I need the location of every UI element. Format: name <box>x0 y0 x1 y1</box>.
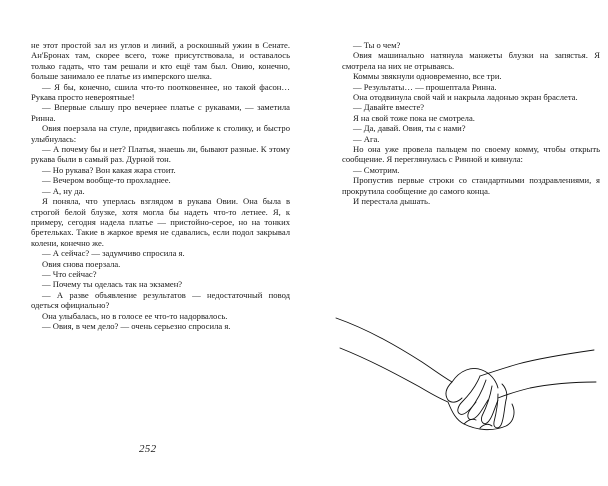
paragraph: — Но рукава? Вон какая жара стоит. <box>42 164 176 175</box>
paragraph: Овия машинально натянула манжеты блузки на запястья. Я смотрела на них не отрываясь. <box>342 50 600 71</box>
paragraph: — Смотрим. <box>353 164 400 175</box>
paragraph: Она улыбалась, но в голосе ее что-то надорвалось. <box>42 310 228 321</box>
left-arm-lower-edge <box>340 348 448 402</box>
paragraph: Коммы звякнули одновременно, все три. <box>353 71 502 82</box>
left-arm-upper-edge <box>336 318 452 382</box>
paragraph: не этот простой зал из углов и линий, а роскошный ужин в Сенате. Ан'Бронах там, скорее всего, тоже присутствовала, и оставалось только гадать, что там решали и кто ещё там был. Овию, конечно, больше занимало ее платье из имперского шелка. <box>31 40 290 82</box>
finger-4 <box>494 394 506 428</box>
paragraph: — Я бы, конечно, сшила что-то поотковеннее, но такой фасон… Рукава просто невероятные! <box>31 81 290 103</box>
paragraph: — А, ну да. <box>42 185 85 196</box>
paragraph: Овия снова поерзала. <box>42 258 121 269</box>
right-arm-lower-edge <box>498 382 596 398</box>
paragraph: Я поняла, что уперлась взглядом в рукава Овии. Она была в строгой белой блузке, хотя могла бы надеть что-то летнее. Я, к примеру, сегодня надела платье — пристойно-серое, но на тонких бретельках. Такие в жаркое время не сдавались, если подол закрывал колени, конечно же. <box>31 196 290 248</box>
holding-hands-illustration <box>330 290 600 450</box>
right-arm-upper-edge <box>480 350 594 376</box>
finger-2 <box>468 380 488 419</box>
paragraph: Овия поерзала на стуле, придвигаясь поближе к столику, и быстро улыбнулась: <box>31 123 290 144</box>
thumb <box>446 382 462 402</box>
paragraph: Она отодвинула свой чай и накрыла ладонью экран браслета. <box>353 92 578 103</box>
paragraph: — А почему бы и нет? Платья, знаешь ли, бывают разные. К этому рукава были в самый раз. Дурной тон. <box>31 144 290 165</box>
paragraph: — Да, давай. Овия, ты с нами? <box>353 123 466 134</box>
knuckle-line-2 <box>480 424 492 428</box>
paragraph: — Почему ты оделась так на экзамен? <box>42 279 183 290</box>
wrist-line <box>502 384 507 400</box>
finger-3 <box>481 386 498 424</box>
paragraph: Пропустив первые строки со стандартными поздравлениями, я прокрутила сообщение до самого конца. <box>342 175 600 196</box>
paragraph: — Впервые слышу про вечернее платье с рукавами, — заметила Ринна. <box>31 102 290 123</box>
paragraph: Я на свой тоже пока не смотрела. <box>353 112 475 123</box>
paragraph: — Овия, в чем дело? — очень серьезно спросила я. <box>42 320 231 331</box>
paragraph: — Что сейчас? <box>42 268 97 279</box>
paragraph: Но она уже провела пальцем по своему комму, чтобы открыть сообщение. Я переглянулась с Ринной и кивнула: <box>342 144 600 165</box>
paragraph: — А разве объявление результатов — недостаточный повод одеться официально? <box>31 289 290 311</box>
left-page-text <box>31 40 290 331</box>
paragraph: — Ага. <box>353 133 380 144</box>
page-number: 252 <box>139 443 157 455</box>
paragraph: — А сейчас? — задумчиво спросила я. <box>42 248 185 259</box>
right-page-text <box>342 40 600 207</box>
paragraph: И перестала дышать. <box>353 196 431 207</box>
paragraph: — Результаты… — прошептала Ринна. <box>353 81 497 92</box>
paragraph: — Вечером вообще-то прохладнее. <box>42 175 171 186</box>
finger-1 <box>458 376 480 414</box>
knuckle-line <box>464 419 476 424</box>
paragraph: — Давайте вместе? <box>353 102 425 113</box>
bottom-hand-palm <box>448 402 514 430</box>
paragraph: — Ты о чем? <box>353 40 401 50</box>
